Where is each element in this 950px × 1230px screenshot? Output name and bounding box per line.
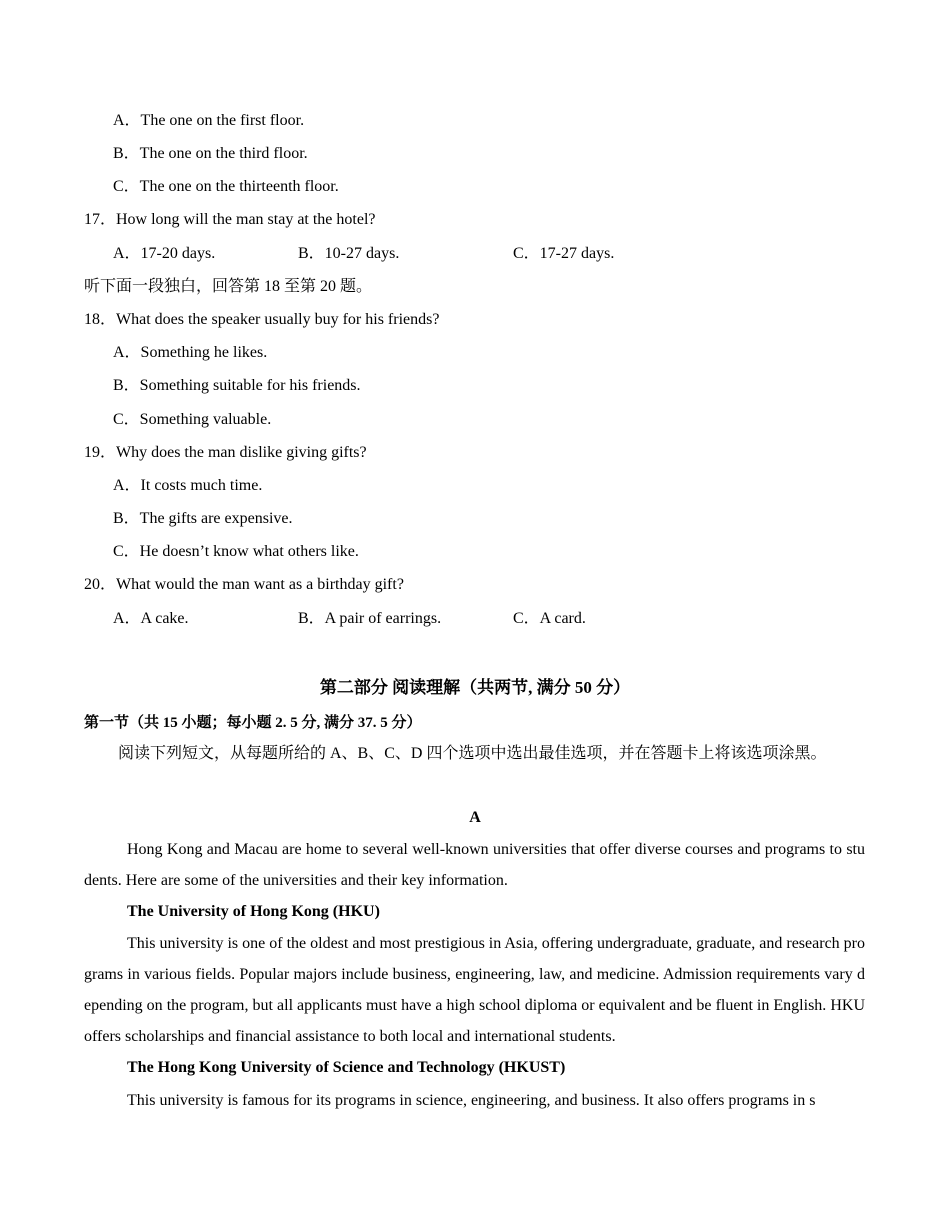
hku-paragraph: This university is one of the oldest and most prestigious in Asia, offering undergraduate, graduate, and research programs in various fields. Popular majors include business, engineering, law, and medicine. Admission requirements vary depending on the program, but all applicants must have a high school diploma or equivalent and be fluent in English. HKU offers scholarships and financial assistance to both local and international students. [84, 935, 865, 1045]
q16-option-a: A．The one on the first floor. [113, 112, 305, 129]
q18-option-c: C．Something valuable. [113, 411, 272, 428]
q20-stem: 20．What would the man want as a birthday gift? [84, 576, 404, 593]
q19-option-b: B．The gifts are expensive. [113, 510, 293, 527]
q18-option-a: A．Something he likes. [113, 344, 268, 361]
q20-option-a: A．A cake. [113, 610, 189, 627]
reading-instruction: 阅读下列短文，从每题所给的 A、B、C、D 四个选项中选出最佳选项，并在答题卡上将该选项涂黑。 [118, 745, 827, 762]
q17-option-a: A．17-20 days. [113, 245, 216, 262]
q18-option-b: B．Something suitable for his friends. [113, 377, 361, 394]
q18-stem: 18．What does the speaker usually buy for his friends? [84, 311, 440, 328]
hkust-title: The Hong Kong University of Science and Technology (HKUST) [127, 1059, 566, 1076]
q20-option-b: B．A pair of earrings. [298, 610, 442, 627]
q19-stem: 19．Why does the man dislike giving gifts? [84, 444, 367, 461]
q20-option-c: C．A card. [513, 610, 586, 627]
q16-option-b: B．The one on the third floor. [113, 145, 308, 162]
section1-title: 第一节（共 15 小题；每小题 2. 5 分, 满分 37. 5 分） [84, 715, 422, 731]
part2-title: 第二部分 阅读理解（共两节, 满分 50 分） [319, 678, 631, 697]
hku-title: The University of Hong Kong (HKU) [127, 903, 380, 920]
monologue-instruction: 听下面一段独白，回答第 18 至第 20 题。 [84, 278, 373, 295]
q19-option-c: C．He doesn’t know what others like. [113, 543, 359, 560]
passage-label: A [469, 809, 481, 826]
q17-option-c: C．17-27 days. [513, 245, 615, 262]
q17-option-b: B．10-27 days. [298, 245, 400, 262]
q17-stem: 17．How long will the man stay at the hotel? [84, 211, 376, 228]
hkust-paragraph: This university is famous for its programs in science, engineering, and business. It also offers programs in s [127, 1092, 816, 1109]
q16-option-c: C．The one on the thirteenth floor. [113, 178, 339, 195]
q19-option-a: A．It costs much time. [113, 477, 263, 494]
passage-intro: Hong Kong and Macau are home to several well-known universities that offer diverse courses and programs to students. Here are some of the universities and their key information. [84, 841, 865, 889]
